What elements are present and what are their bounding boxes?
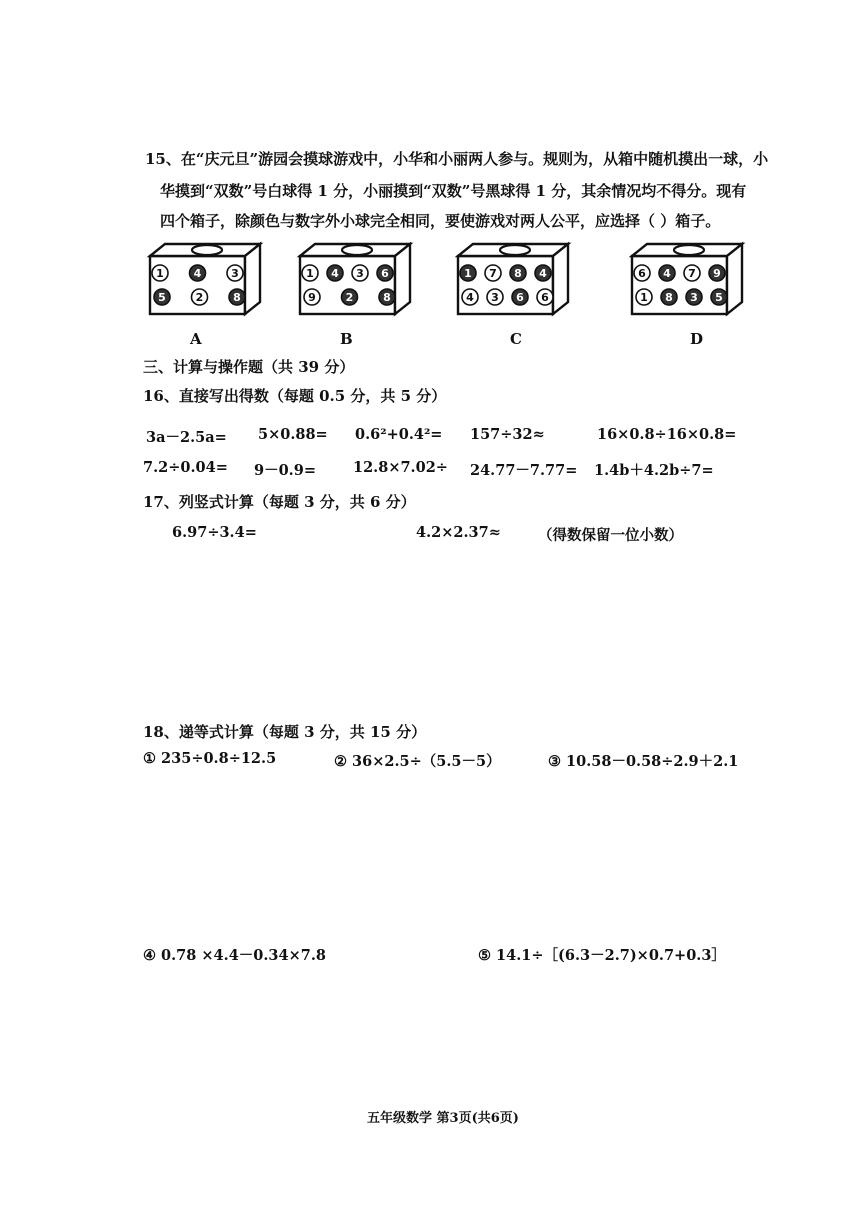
ball [154,289,170,305]
q17-expr-2: 4.2×2.37≈ [416,524,501,541]
ball-number: 1 [306,267,314,280]
ball-number: 5 [715,291,723,304]
ball [460,265,476,281]
ball-number: 3 [690,291,698,304]
q17-title: 17、列竖式计算（每题 3 分，共 6 分） [143,493,416,511]
ball [661,289,677,305]
ball-number: 2 [345,291,354,304]
box-label-a: A [190,330,202,348]
ball-number: 9 [713,267,721,280]
ball-number: 1 [640,291,648,304]
ball-number: 4 [663,267,671,280]
ball [462,289,478,305]
section-3-title: 三、计算与操作题（共 39 分） [143,358,355,376]
ball-number: 3 [231,267,239,280]
page-footer: 五年级数学 第3页(共6页) [367,1111,519,1126]
ball [510,265,526,281]
ball-box-a [150,244,260,314]
q16-item-1: 3a－2.5a= [146,429,227,446]
ball [487,289,503,305]
ball-number: 7 [688,267,696,280]
ball-box-c [458,244,568,314]
box-label-b: B [340,330,353,348]
q17-note: （得数保留一位小数） [538,527,683,544]
ball [229,289,245,305]
ball [711,289,727,305]
q18-expr-3: ③ 10.58－0.58÷2.9＋2.1 [548,753,739,770]
ball-box-d [632,244,742,314]
q15-line-1: 15、在“庆元旦”游园会摸球游戏中，小华和小丽两人参与。规则为，从箱中随机摸出一球，小 [145,150,769,168]
ball-number: 3 [356,267,364,280]
ball-number: 7 [489,267,497,280]
q15-line-3: 四个箱子，除颜色与数字外小球完全相同，要使游戏对两人公平，应选择（ ）箱子。 [160,212,721,230]
ball [352,265,368,281]
ball [192,289,208,305]
ball [535,265,551,281]
ball [709,265,725,281]
ball-number: 1 [156,267,164,280]
ball [379,289,395,305]
ball [377,265,393,281]
ball-number: 4 [466,291,474,304]
ball [686,289,702,305]
ball-number: 9 [308,291,316,304]
q16-item-7: 9－0.9= [254,462,316,479]
q16-item-5: 16×0.8÷16×0.8= [597,426,737,443]
q16-item-6: 7.2÷0.04= [143,459,228,476]
ball-number: 6 [381,267,389,280]
ball-number: 4 [539,267,547,280]
q16-item-8: 12.8×7.02÷ [353,459,448,476]
ball-number: 3 [491,291,499,304]
ball-number: 5 [158,291,166,304]
ball-box-b [300,244,410,314]
ball-number: 4 [331,267,339,280]
q16-item-9: 24.77－7.77= [470,462,578,479]
q16-title: 16、直接写出得数（每题 0.5 分，共 5 分） [143,387,447,405]
ball-number: 8 [233,291,241,304]
q16-item-2: 5×0.88= [258,426,328,443]
ball [304,289,320,305]
q18-title: 18、递等式计算（每题 3 分，共 15 分） [143,723,427,741]
q16-item-3: 0.6²+0.4²= [355,426,443,443]
ball-number: 2 [195,291,204,304]
q16-item-4: 157÷32≈ [470,426,545,443]
ball [485,265,501,281]
ball [327,265,343,281]
q17-expr-1: 6.97÷3.4= [172,524,257,541]
box-label-c: C [510,330,522,348]
ball [537,289,553,305]
q18-expr-5: ⑤ 14.1÷［(6.3－2.7)×0.7+0.3］ [478,947,726,964]
ball [190,265,206,281]
q15-line-2: 华摸到“双数”号白球得 1 分，小丽摸到“双数”号黑球得 1 分，其余情况均不得分。现有 [160,182,747,200]
ball [227,265,243,281]
ball [684,265,700,281]
ball-number: 4 [193,267,202,280]
ball [634,265,650,281]
ball [342,289,358,305]
ball [302,265,318,281]
ball-number: 1 [464,267,472,280]
ball [659,265,675,281]
ball-boxes-illustration [140,236,760,321]
ball-number: 6 [541,291,549,304]
q18-expr-1: ① 235÷0.8÷12.5 [143,750,277,767]
box-label-d: D [690,330,704,348]
ball [512,289,528,305]
ball-number: 8 [383,291,391,304]
ball-number: 8 [514,267,522,280]
q16-item-10: 1.4b＋4.2b÷7= [594,462,714,479]
ball [636,289,652,305]
q18-expr-2: ② 36×2.5÷（5.5－5） [334,753,501,770]
ball-number: 6 [516,291,524,304]
q18-expr-4: ④ 0.78 ×4.4－0.34×7.8 [143,947,326,964]
ball-number: 6 [638,267,646,280]
ball [152,265,168,281]
ball-number: 8 [665,291,673,304]
